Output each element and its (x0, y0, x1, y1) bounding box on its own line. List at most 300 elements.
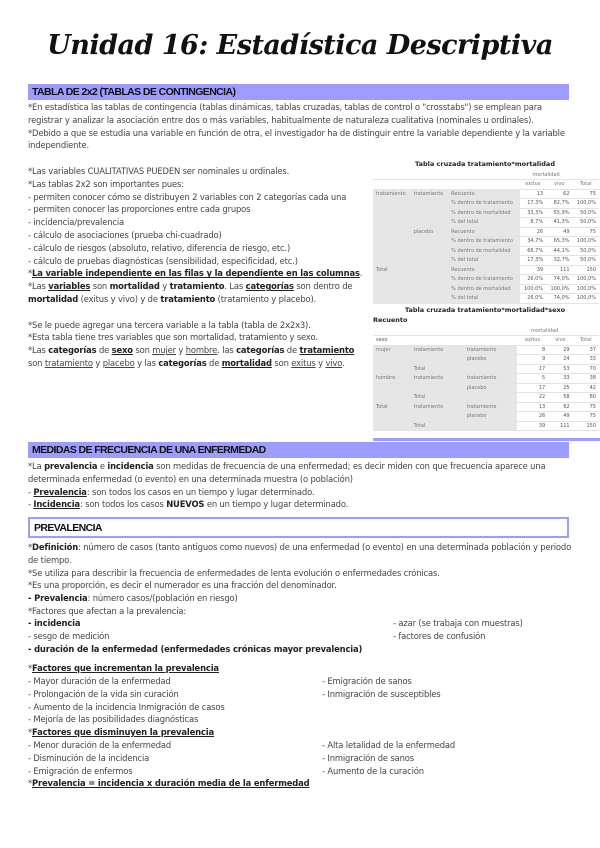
text-segment: y (159, 281, 170, 292)
paragraph (28, 229, 363, 242)
table1-title: Tabla cruzada tratamiento*mortalidad (415, 160, 555, 168)
table-cell: 9 (517, 355, 548, 365)
table-cell (411, 412, 464, 422)
factores-right (393, 617, 593, 643)
list-item: - Aumento de la incidencia Inmigración de casos (28, 701, 225, 712)
table-cell (373, 208, 411, 218)
table-cell: 13 (520, 189, 546, 199)
table-cell: 32,7% (546, 256, 572, 266)
text-segment: categorías (158, 357, 207, 368)
text-segment: placebo (102, 357, 135, 368)
table-header-row (373, 180, 599, 190)
paragraph (28, 203, 363, 216)
table-cell: 41,3% (546, 218, 572, 228)
table-cell (373, 170, 411, 180)
table-row (373, 393, 599, 403)
text-segment: categorías (48, 345, 97, 356)
table-cell: 111 (548, 421, 572, 431)
table-cell: 37 (573, 345, 599, 355)
table-cell: % dentro de mortalidad (448, 284, 519, 294)
table-cell (411, 265, 449, 275)
table-cell (573, 326, 599, 336)
table-cell: 80 (573, 393, 599, 403)
table-cell: 50,0% (573, 246, 599, 256)
paragraph (28, 486, 573, 499)
table-cell (464, 393, 517, 403)
text-segment: Factores que incrementan la prevalencia (32, 663, 219, 673)
table-cell: 39 (520, 265, 546, 275)
table-cell: mujer (373, 345, 411, 355)
table-cell (411, 218, 449, 228)
paragraph (28, 460, 573, 486)
text-segment (28, 307, 31, 317)
table-cell: 65,3% (546, 237, 572, 247)
text-segment: categorías (245, 281, 294, 292)
text-segment: *Las variables CUALITATIVAS PUEDEN ser nominales u ordinales. (28, 166, 290, 176)
text-segment: *Se le puede agregar una tercera variable a la tabla (tabla de 2x2x3). (28, 319, 311, 330)
table-cell: % del total (448, 256, 519, 266)
text-segment: son dentro de (293, 281, 353, 292)
table-cell: 33,3% (520, 208, 546, 218)
table-cell: 75 (573, 189, 599, 199)
text-segment: son medidas de frecuencia de una enfermedad; es decir miden con que frecuencia aparece una determinada enfermedad (o evento) en una determinada muestra (o población) (28, 461, 546, 484)
paragraph (28, 255, 363, 268)
table-cell (411, 208, 449, 218)
table-cell: vivo (546, 180, 572, 190)
text-segment: Incidencia (33, 499, 80, 510)
table-cell: tratamiento (411, 345, 464, 355)
table-cell: tratamiento (373, 189, 411, 199)
paragraph (28, 567, 573, 580)
paragraph (28, 605, 573, 618)
table-cell: % del total (448, 218, 519, 228)
text-segment: - cálculo de riesgos (absoluto, relativo, diferencia de riesgo, etc.) (28, 242, 291, 253)
text-segment: : número de casos (tanto antiguos como nuevos) de una enfermedad (o evento) en una determinada población y periodo de tiempo. (28, 542, 572, 565)
table-cell (373, 393, 411, 403)
section-header-tablas: TABLA DE 2x2 (TABLAS DE CONTINGENCIA) (28, 84, 569, 100)
table-cell (373, 237, 411, 247)
text-segment: - Prevalencia (28, 593, 88, 604)
text-segment: *Se utiliza para describir la frecuencia de enfermedades de lenta evolución o enfermedades crónicas. (28, 567, 440, 578)
table-cell: exitus (517, 336, 548, 346)
text-segment: (tratamiento y placebo). (215, 293, 317, 304)
table-row (373, 199, 599, 209)
table-row (373, 246, 599, 256)
table-cell: Recuento (448, 227, 519, 237)
list-item: - Inmigración de susceptibles (322, 688, 441, 699)
table-cell: exitus (520, 180, 546, 190)
paragraph (28, 643, 573, 656)
paragraph (28, 267, 363, 280)
table-cell (411, 336, 464, 346)
text-segment: : son todos los casos (79, 499, 167, 510)
text-segment: mortalidad (28, 293, 79, 304)
paragraph (393, 617, 593, 630)
table2-title: Tabla cruzada tratamiento*mortalidad*sexo (404, 306, 566, 314)
table-cell: Total (573, 180, 599, 190)
table-cell: tratamiento (411, 402, 464, 412)
list-item: - Prolongación de la vida sin curación (28, 688, 179, 699)
table2-crosstab (373, 326, 599, 431)
text-segment: de (206, 357, 222, 368)
text-segment: *Es una proporción, es decir el numerador es una fracción del denominador. (28, 580, 337, 591)
table-cell (411, 355, 464, 365)
text-segment: tratamiento (44, 357, 93, 368)
text-segment: y las (134, 357, 159, 368)
text-segment: - duración de la enfermedad (enfermedades crónicas mayor prevalencia) (28, 644, 363, 654)
table-cell (411, 383, 464, 393)
text-segment: * (28, 727, 33, 737)
table-row (373, 237, 599, 247)
text-segment: categorías (236, 345, 285, 356)
factores-full (28, 643, 573, 656)
table-cell: sexo (373, 336, 411, 346)
table-cell: 53 (548, 364, 572, 374)
text-segment: . las (217, 345, 237, 356)
table-cell: 13 (517, 402, 548, 412)
table-cell: 50,0% (573, 208, 599, 218)
list-item: - Alta letalidad de la enfermedad (322, 740, 456, 750)
table-cell: % dentro de mortalidad (448, 246, 519, 256)
text-segment: *Esta tabla tiene tres variables que son mortalidad, tratamiento y sexo. (28, 332, 318, 343)
table-cell: 5 (517, 374, 548, 384)
text-segment: tratamiento (160, 293, 216, 304)
paragraph (28, 280, 363, 306)
table-cell: 49 (548, 412, 572, 422)
text-segment: tratamiento (169, 281, 225, 292)
text-segment: mujer (152, 345, 176, 356)
table-cell: 17,3% (520, 256, 546, 266)
table-cell: 50,0% (573, 256, 599, 266)
table-header-row (373, 336, 599, 346)
table-cell: vivo (548, 336, 572, 346)
medidas-text (28, 460, 573, 511)
paragraph (393, 630, 593, 643)
table-cell (373, 180, 411, 190)
incrementan-heading (28, 662, 573, 675)
list-item: - Disminución de la incidencia (28, 752, 150, 763)
table-cell (411, 180, 449, 190)
section-header-medidas: MEDIDAS DE FRECUENCIA DE UNA ENFERMEDAD (28, 442, 569, 458)
text-segment: *En estadística las tablas de contingencia (tablas dinámicas, tablas cruzadas, tablas de control o "crosstabs") se emplean para registrar y analizar la asociación entre dos o más variables, habitualmente de naturaleza cualitativa (nominales u ordinales). (28, 102, 543, 125)
tablas-left-text (28, 165, 363, 370)
paragraph (28, 592, 573, 605)
table-cell: 75 (573, 402, 599, 412)
table-cell (373, 199, 411, 209)
table-cell: 150 (573, 265, 599, 275)
table-cell: tratamiento (411, 189, 449, 199)
table-cell (373, 294, 411, 304)
table-cell: 82,7% (546, 199, 572, 209)
intro-text (28, 101, 573, 152)
table-cell: 49 (546, 227, 572, 237)
text-segment: - cálculo de pruebas diagnósticas (sensibilidad, especificidad, etc.) (28, 255, 298, 266)
table-cell (411, 237, 449, 247)
paragraph (28, 541, 573, 567)
table-row (373, 208, 599, 218)
factores-left (28, 617, 318, 643)
table-cell: 100,0% (546, 284, 572, 294)
table-cell: % dentro de mortalidad (448, 208, 519, 218)
table-cell (573, 170, 599, 180)
table-cell: 26,0% (520, 275, 546, 285)
page-title: Unidad 16: Estadística Descriptiva (47, 30, 553, 61)
text-segment: *Las (28, 281, 49, 292)
table-cell (373, 326, 411, 336)
paragraph (28, 191, 363, 204)
table-cell: Recuento (448, 189, 519, 199)
table-cell (373, 256, 411, 266)
table-cell: mortalidad (520, 170, 573, 180)
table-group-header (373, 326, 599, 336)
table-cell: 111 (546, 265, 572, 275)
text-segment: son (271, 357, 292, 368)
text-segment: - incidencia (28, 618, 81, 628)
paragraph (28, 331, 363, 344)
table-cell (373, 383, 411, 393)
table-cell: 17 (517, 364, 548, 374)
table-cell (373, 227, 411, 237)
table-cell: Total (373, 402, 411, 412)
text-segment: - cálculo de asociaciones (prueba chi-cuadrado) (28, 229, 222, 240)
table-cell (464, 326, 517, 336)
text-segment: y (92, 357, 103, 368)
table-cell (411, 275, 449, 285)
paragraph (28, 165, 363, 178)
table-row (373, 189, 599, 199)
table-row (373, 294, 599, 304)
table-cell (373, 218, 411, 228)
table-cell: % dentro de tratamiento (448, 275, 519, 285)
text-segment: . (342, 357, 345, 368)
table-cell: placebo (464, 383, 517, 393)
table-cell: 62 (546, 189, 572, 199)
text-segment: y (315, 357, 326, 368)
formula (28, 777, 573, 790)
table-cell: Total (411, 393, 464, 403)
table-row (373, 364, 599, 374)
table-cell: tratamiento (464, 402, 517, 412)
text-segment: en un tiempo y lugar determinado. (204, 499, 349, 510)
table-cell: 58 (548, 393, 572, 403)
table-cell: Recuento (448, 265, 519, 275)
list-item: - Aumento de la curación (322, 765, 424, 776)
table-cell (411, 284, 449, 294)
text-segment: - azar (se trabaja con muestras) (393, 618, 523, 628)
table-cell: tratamiento (464, 345, 517, 355)
paragraph (28, 216, 363, 229)
text-segment: *La (28, 461, 45, 471)
list-item: - Emigración de sanos (322, 676, 412, 686)
table-cell (464, 364, 517, 374)
disminuyen-right (322, 739, 582, 777)
table-row (373, 227, 599, 237)
text-segment: *Las tablas 2x2 son importantes pues: (28, 178, 184, 189)
table-row (373, 256, 599, 266)
table-cell: 70 (573, 364, 599, 374)
text-segment: * (28, 268, 33, 279)
text-segment: prevalencia (44, 461, 98, 471)
paragraph (28, 630, 318, 643)
table-cell: Total (411, 364, 464, 374)
text-segment: - permiten conocer las proporciones entre cada grupos (28, 204, 251, 215)
table-row (373, 218, 599, 228)
table-cell (411, 199, 449, 209)
table-row (373, 402, 599, 412)
table-cell: % dentro de tratamiento (448, 199, 519, 209)
table-cell: hombre (373, 374, 411, 384)
table-cell: 25 (548, 383, 572, 393)
text-segment: hombre (185, 345, 218, 356)
text-segment: *Las (28, 345, 49, 356)
table-cell: 38 (573, 374, 599, 384)
text-segment: e (97, 461, 108, 471)
disminuyen-left (28, 739, 318, 777)
text-segment: *Factores que afectan a la prevalencia: (28, 605, 187, 616)
table-cell: 150 (573, 421, 599, 431)
table-cell: 100,0% (573, 199, 599, 209)
paragraph (28, 617, 318, 630)
table-cell: Total (411, 421, 464, 431)
table-row (373, 345, 599, 355)
text-segment: - factores de confusión (393, 630, 486, 641)
table-cell: 17 (517, 383, 548, 393)
table-cell: 55,9% (546, 208, 572, 218)
text-segment: de (284, 345, 300, 356)
table-cell: 22 (517, 393, 548, 403)
text-segment: NUEVOS (166, 499, 205, 510)
text-segment: * (28, 542, 33, 552)
table-cell: % dentro de tratamiento (448, 237, 519, 247)
list-item: - Inmigración de sanos (322, 752, 414, 763)
table-cell: 26 (517, 412, 548, 422)
table-row (373, 355, 599, 365)
text-segment: incidencia (107, 461, 154, 471)
text-segment: La variable independiente en las filas y la dependiente en las columnas (32, 268, 360, 279)
text-segment: mortalidad (109, 281, 160, 292)
text-segment: son (90, 281, 110, 292)
text-segment: - incidencia/prevalencia (28, 217, 124, 228)
paragraph (28, 101, 573, 127)
table-cell: 24 (548, 355, 572, 365)
table-cell (448, 180, 519, 190)
text-segment: son (132, 345, 153, 356)
table-cell: 50,0% (573, 218, 599, 228)
table-cell (411, 294, 449, 304)
table-cell (373, 355, 411, 365)
paragraph (28, 306, 363, 319)
incrementan-right (322, 675, 582, 701)
table-cell: placebo (464, 412, 517, 422)
paragraph (28, 127, 573, 153)
table-cell: 34,7% (520, 237, 546, 247)
table-cell (411, 246, 449, 256)
table-cell (373, 412, 411, 422)
table-cell: 66,7% (520, 246, 546, 256)
table-cell: 75 (573, 227, 599, 237)
table-row (373, 421, 599, 431)
table-cell: % del total (448, 294, 519, 304)
text-segment: : número casos/(población en riesgo) (87, 593, 238, 604)
table-cell: 8 (517, 345, 548, 355)
disminuyen-heading (28, 726, 573, 739)
text-segment: tratamiento (299, 345, 355, 356)
table-row (373, 374, 599, 384)
table-cell: 75 (573, 412, 599, 422)
table-cell (411, 256, 449, 266)
table-cell: 100,0% (573, 237, 599, 247)
table-cell: 39 (517, 421, 548, 431)
text-segment: : son todos los casos en un tiempo y lugar determinado. (86, 486, 315, 497)
table-cell (373, 284, 411, 294)
list-item: - Mejoría de las posibilidades diagnósticas (28, 714, 199, 725)
text-segment: *Debido a que se estudia una variable en función de otra, el investigador ha de distinguir entre la variable dependiente y la variable independiente. (28, 127, 565, 151)
table-cell: 8,7% (520, 218, 546, 228)
list-item: - Mayor duración de la enfermedad (28, 676, 171, 686)
table-cell: 26 (520, 227, 546, 237)
table-row (373, 275, 599, 285)
text-segment: Definición (32, 542, 79, 552)
table-cell: mortalidad (517, 326, 573, 336)
section-header-prevalencia: PREVALENCIA (28, 517, 569, 538)
table-cell (373, 421, 411, 431)
table-cell: tratamiento (464, 374, 517, 384)
table-cell (411, 170, 449, 180)
table-cell: 26,0% (520, 294, 546, 304)
table-row (373, 412, 599, 422)
text-segment: . Las (224, 281, 246, 292)
table-row (373, 284, 599, 294)
text-segment: Prevalencia = incidencia x duración media de la enfermedad (32, 778, 310, 788)
table-cell: Total (573, 336, 599, 346)
table-cell (464, 336, 517, 346)
table-cell: 74,0% (546, 294, 572, 304)
text-segment: Factores que disminuyen la prevalencia (32, 727, 214, 737)
table-cell (464, 421, 517, 431)
table-cell: 33 (573, 355, 599, 365)
text-segment: . (359, 268, 363, 279)
text-segment: - (28, 486, 34, 497)
paragraph (28, 242, 363, 255)
prevalencia-text (28, 541, 573, 618)
list-item: - Emigración de enfermos (28, 765, 133, 776)
table-cell: 74,0% (546, 275, 572, 285)
text-segment: (exitus y vivo) y de (78, 293, 161, 304)
text-segment: - (28, 499, 34, 510)
table-cell: 17,3% (520, 199, 546, 209)
table-cell: placebo (411, 227, 449, 237)
paragraph (28, 178, 363, 191)
text-segment: * (28, 778, 33, 788)
table-cell (373, 246, 411, 256)
text-segment: de (96, 345, 112, 356)
table-cell (411, 326, 464, 336)
paragraph (28, 344, 363, 370)
text-segment: sexo (111, 345, 133, 356)
paragraph (28, 319, 363, 332)
table-cell (373, 275, 411, 285)
paragraph (28, 498, 573, 511)
text-segment: variables (48, 281, 91, 292)
table-group-header (373, 170, 599, 180)
divider (373, 438, 600, 441)
table-cell: Total (373, 265, 411, 275)
table-cell (448, 170, 519, 180)
text-segment: - permiten conocer cómo se distribuyen 2 variables con 2 categorías cada una (28, 191, 347, 202)
text-segment: mortalidad (221, 357, 272, 368)
table-cell: 44,1% (546, 246, 572, 256)
text-segment: exitus (291, 357, 316, 368)
